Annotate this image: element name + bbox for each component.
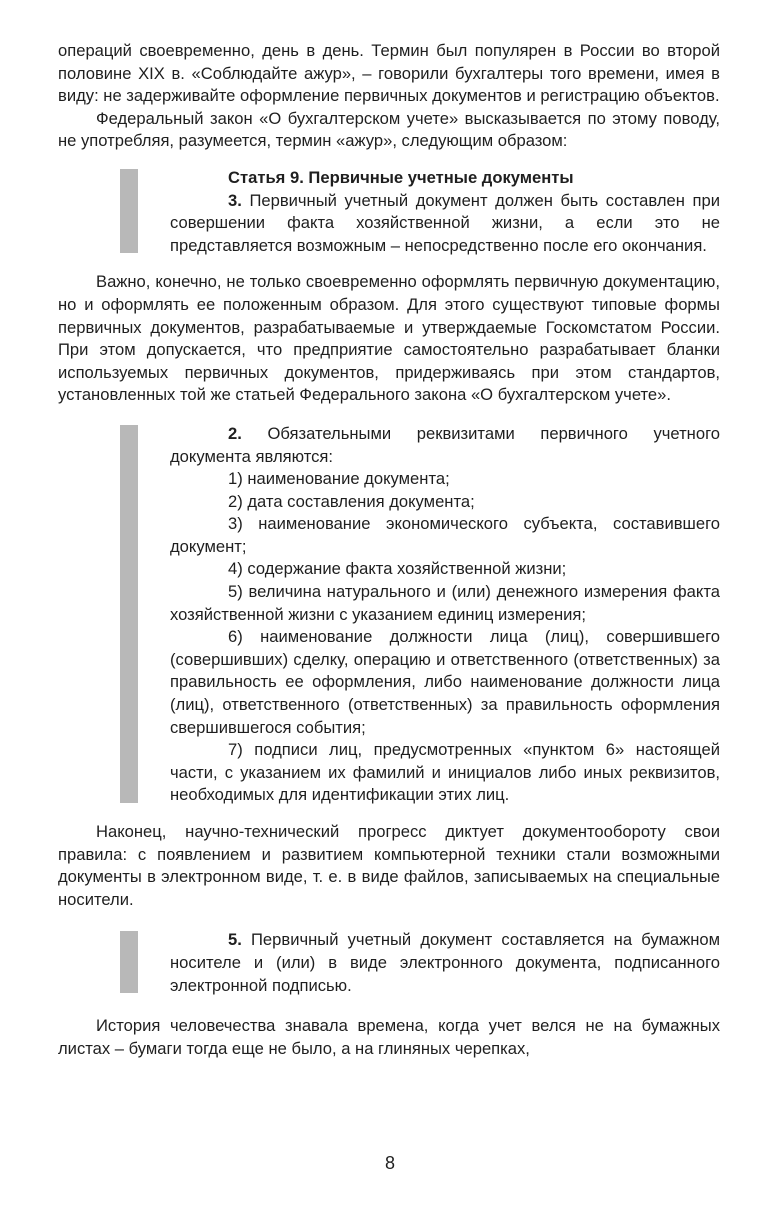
list-item: 4) содержание факта хозяйственной жизни; — [228, 559, 567, 579]
paragraph-5: История человечества знавала времена, когда учет велся не на бумажных листах – бумаги тогда еще не было, а на глиняных черепках, — [58, 1016, 720, 1058]
article-title: Статья 9. Первичные учетные документы — [228, 167, 574, 187]
quote-intro — [170, 423, 720, 468]
page-body — [58, 40, 720, 1060]
paragraph-2: Федеральный закон «О бухгалтерском учете» высказывается по этому поводу, не употребляя, разумеется, термин «ажур», следующим образом: — [58, 108, 720, 151]
quote-bar — [120, 931, 138, 993]
quote-text — [170, 929, 720, 997]
list-item: 5) величина натурального и (или) денежного измерения факта хозяйственной жизни с указанием единиц измерения; — [170, 582, 720, 624]
clause-text: Первичный учетный документ должен быть составлен при совершении факта хозяйственной жизни, а если это не представляется возможным – непосредственно после его окончания. — [170, 190, 720, 255]
quote-text — [170, 190, 720, 258]
clause-number: 3. — [228, 190, 242, 210]
quote-bar — [120, 169, 138, 253]
clause-number: 5. — [228, 930, 242, 950]
paragraph-4: Наконец, научно-технический прогресс диктует документообороту свои правила: с появлением и развитием компьютерной техники стали возможными документы в электронном виде, т. е. в виде файлов, записываемых на специальные носители. — [58, 822, 720, 909]
list-item: 2) дата составления документа; — [228, 491, 475, 511]
page-number: 8 — [384, 1153, 395, 1173]
law-quote-paper-or-electronic — [170, 929, 720, 997]
list-item: 6) наименование должности лица (лиц), совершившего (совершивших) сделку, операцию и ответственного (ответственных) за правильность ее оформления, либо наименование должности лица (лиц), ответственного (ответственных) за правильность оформления свершившегося события; — [170, 627, 720, 737]
quote-bar — [120, 425, 138, 803]
clause-number: 2. — [228, 423, 242, 443]
paragraph-3: Важно, конечно, не только своевременно оформлять первичную документацию, но и оформлять ее положенным образом. Для этого существуют типовые формы первичных документов, разрабатываемые и утверждаемые Госкомстатом России. При этом допускается, что предприятие самостоятельно разрабатывает бланки используемых первичных документов, придерживаясь при этом стандартов, установленных той же статьей Федерального закона «О бухгалтерском учете». — [58, 272, 720, 405]
law-quote-requisites — [170, 423, 720, 807]
paragraph-1: операций своевременно, день в день. Термин был популярен в России во второй половине XIX в. «Соблюдайте ажур», – говорили бухгалтеры того времени, имея в виду: не задерживайте оформление первичных документов и регистрацию объектов. — [58, 41, 720, 106]
list-item: 3) наименование экономического субъекта, составившего документ; — [170, 514, 720, 556]
clause-text: Обязательными реквизитами первичного учетного документа являются: — [170, 423, 720, 466]
list-item: 1) наименование документа; — [228, 469, 450, 489]
clause-text: Первичный учетный документ составляется на бумажном носителе и (или) в виде электронного документа, подписанного электронной подписью. — [170, 930, 720, 995]
list-item: 7) подписи лиц, предусмотренных «пунктом 6» настоящей части, с указанием их фамилий и инициалов либо иных реквизитов, необходимых для идентификации этих лиц. — [170, 740, 720, 805]
law-quote-article-9 — [170, 167, 720, 257]
